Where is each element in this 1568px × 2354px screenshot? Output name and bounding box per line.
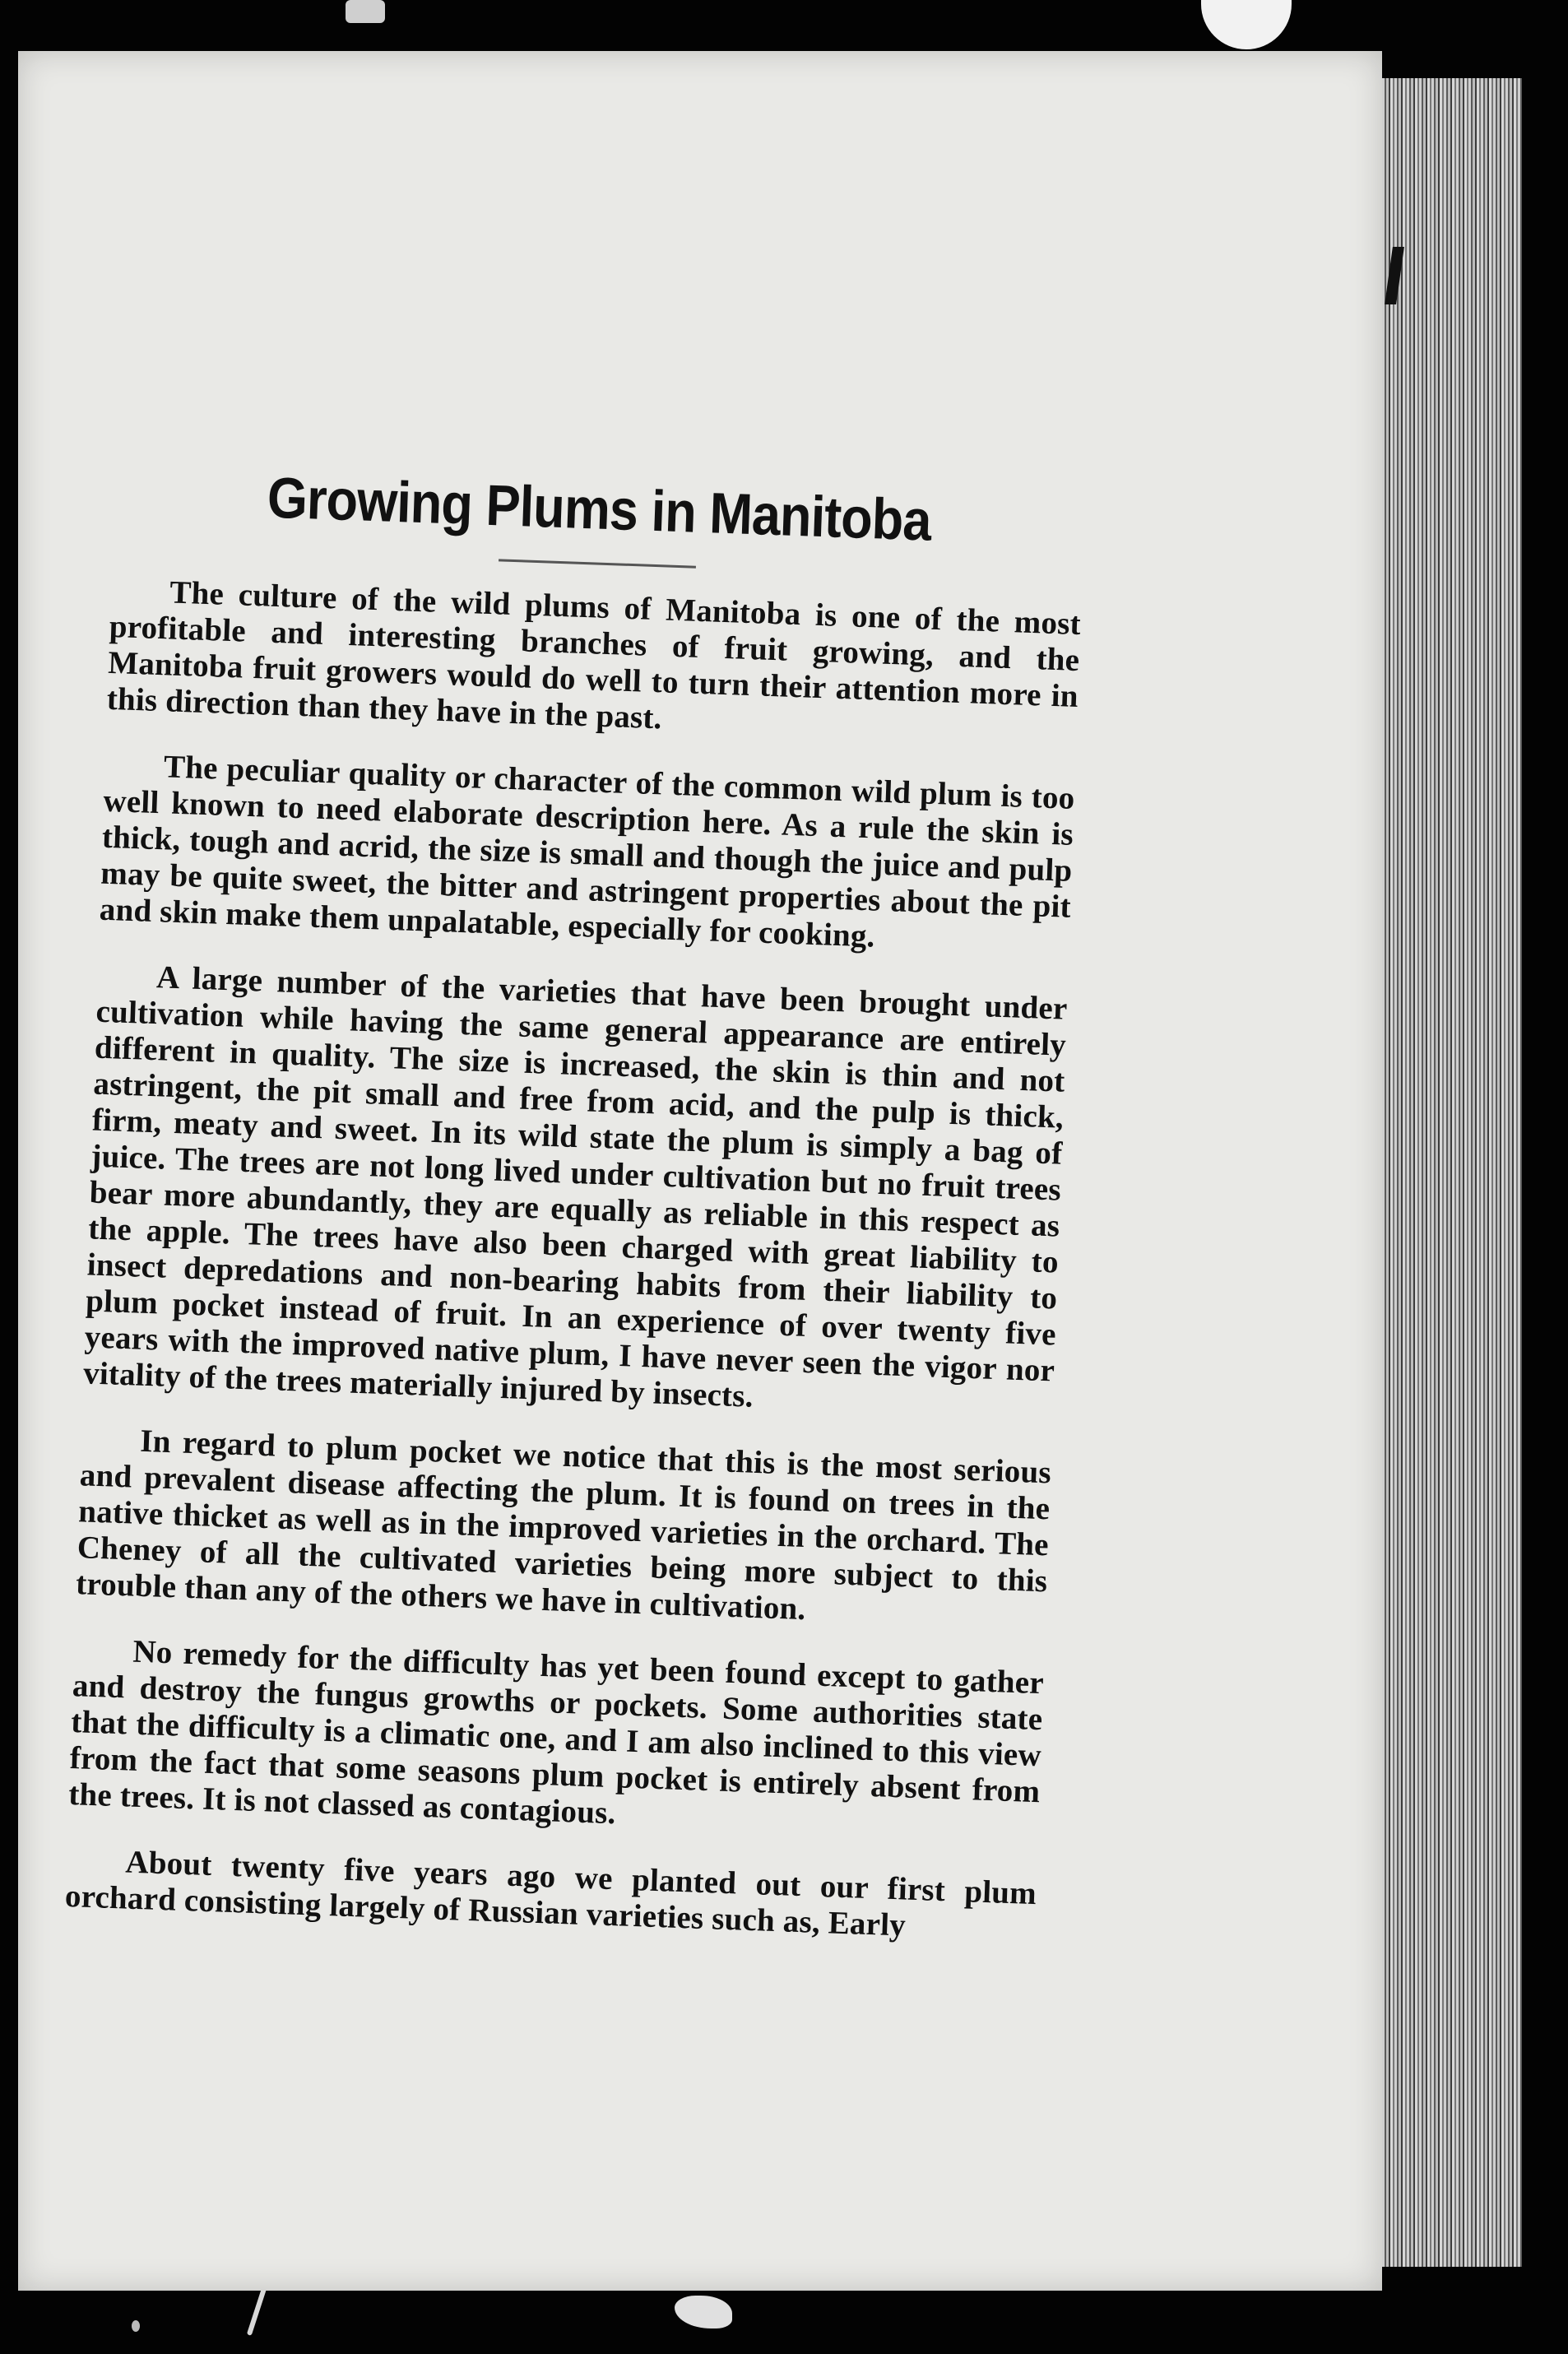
paragraph-2: The peculiar quality or character of the common wild plum is too well known to need elaborate description here. As a rule the skin is thick, tough and acrid, the size is small and though the juice and pulp may be quite sweet, the bitter and astringent properties about the pit and skin make them unpalatable, especially for cooking. [99, 749, 1076, 954]
article-title: Growing Plums in Manitoba [266, 465, 932, 553]
article [63, 461, 1085, 1978]
film-light-spot [1201, 0, 1292, 49]
title-divider [499, 559, 696, 568]
page-edges [1382, 78, 1522, 2267]
paragraph-3: A large number of the varieties that have been brought under cultivation while having the same general appearance are entirely different in quality. The size is increased, the skin is thin and not astringent, the pit small and free from acid, and the pulp is thick, firm, meaty and sweet. In its wild state the plum is simply a bag of juice. The trees are not long lived under cultivation but no fruit trees bear more abundantly, they are equally as reliable in this respect as the apple. The trees have also been charged with great liability to insect depredations and non-bearing habits from their liability to plum pocket instead of fruit. In an experience of over twenty five years with the improved native plum, I have never seen the vigor nor vitality of the trees materially injured by insects. [82, 959, 1069, 1414]
paragraph-1: The culture of the wild plums of Manitoba is one of the most profitable and interesting branches of fruit growing, and the Manitoba fruit growers would do well to turn their attention more in this direction than they have in the past. [106, 574, 1082, 736]
paragraph-5: No remedy for the difficulty has yet been found except to gather and destroy the fungus growths or pockets. Some authorities state that the difficulty is a climatic one, and I am also inclined to this view from the fact that some seasons plum pocket is entirely absent from the trees. It is not classed as contagious. [67, 1633, 1045, 1832]
paragraph-4: In regard to plum pocket we notice that this is the most serious and prevalent disease affecting the plum. It is found on trees in the native thicket as well as in the improved varieties in the orchard. The Cheney of all the cultivated varieties being more subject to this trouble than any of the others we have in cultivation. [75, 1423, 1052, 1627]
paragraph-6: About twenty five years ago we planted out our first plum orchard consisting largely of Russian varieties such as, Early [64, 1844, 1037, 1943]
film-light-spot [346, 0, 385, 23]
film-light-spot [675, 2296, 732, 2328]
film-light-spot [132, 2320, 140, 2332]
